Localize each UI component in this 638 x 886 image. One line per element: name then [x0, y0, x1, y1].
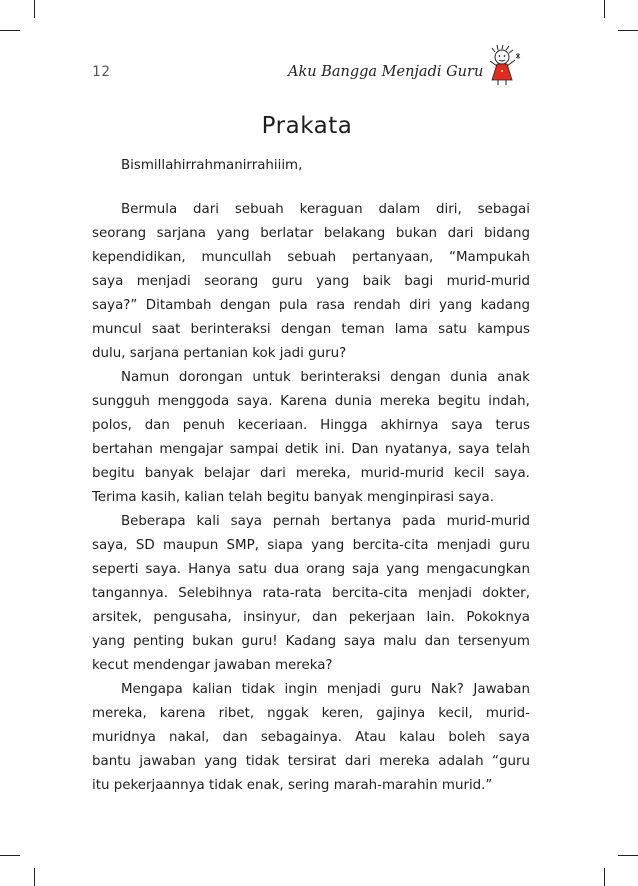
body-line: saya, SD maupun SMP, siapa yang bercita-cita menjadi guru	[92, 538, 530, 553]
crop-mark-top-left-vertical	[34, 0, 35, 18]
body-line: kependidikan, muncullah sebuah pertanyaan, “Mampukah	[92, 250, 530, 265]
crop-mark-top-right-vertical	[604, 0, 605, 18]
body-line: saya menjadi seorang guru yang baik bagi murid-murid	[92, 274, 530, 289]
body-line: arsitek, pengusaha, insinyur, dan pekerjaan lain. Pokoknya	[92, 610, 530, 625]
book-title: Aku Bangga Menjadi Guru	[288, 64, 484, 80]
body-line: Beberapa kali saya pernah bertanya pada murid-murid	[121, 514, 530, 529]
page-number: 12	[92, 64, 111, 80]
body-line: begitu banyak belajar dari mereka, murid-murid kecil saya.	[92, 466, 530, 481]
body-line: saya?” Ditambah dengan pula rasa rendah diri yang kadang	[92, 298, 530, 313]
body-line: polos, dan penuh keceriaan. Hingga akhirnya saya terus	[92, 418, 530, 433]
body-line: muridnya nakal, dan sebagainya. Atau kalau boleh saya	[92, 730, 530, 745]
crop-mark-bottom-right-vertical	[604, 868, 605, 886]
body-line: seorang sarjana yang berlatar belakang bukan dari bidang	[92, 226, 530, 241]
body-line: itu pekerjaannya tidak enak, sering marah-marahin murid.”	[92, 778, 493, 793]
girl-teacher-doodle-icon	[484, 44, 524, 86]
body-line: bantu jawaban yang tidak tersirat dari mereka adalah “guru	[92, 754, 530, 769]
body-line: yang penting bukan guru! Kadang saya malu dan tersenyum	[92, 634, 530, 649]
body-line: tangannya. Selebihnya rata-rata bercita-cita menjadi dokter,	[92, 586, 530, 601]
crop-mark-top-right-horizontal	[618, 30, 638, 31]
body-line: mereka, karena ribet, nggak keren, gajinya kecil, murid-	[92, 706, 530, 721]
chapter-heading: Prakata	[261, 113, 353, 139]
body-line: Terima kasih, kalian telah begitu banyak menginpirasi saya.	[92, 490, 494, 505]
crop-mark-bottom-left-horizontal	[0, 855, 20, 856]
crop-mark-top-left-horizontal	[0, 30, 20, 31]
body-line: Bismillahirrahmanirrahiiim,	[121, 158, 303, 173]
body-line: bertahan mengajar sampai detik ini. Dan nyatanya, saya telah	[92, 442, 530, 457]
crop-mark-bottom-right-horizontal	[618, 855, 638, 856]
body-line: kecut mendengar jawaban mereka?	[92, 658, 333, 673]
body-line: dulu, sarjana pertanian kok jadi guru?	[92, 346, 347, 361]
body-line: muncul saat berinteraksi dengan teman lama satu kampus	[92, 322, 530, 337]
body-line: seperti saya. Hanya satu dua orang saja yang mengacungkan	[92, 562, 530, 577]
body-line: Namun dorongan untuk berinteraksi dengan dunia anak	[121, 370, 530, 385]
body-line: Bermula dari sebuah keraguan dalam diri, sebagai	[121, 202, 530, 217]
body-line: sungguh menggoda saya. Karena dunia mereka begitu indah,	[92, 394, 530, 409]
crop-mark-bottom-left-vertical	[34, 868, 35, 886]
body-line: Mengapa kalian tidak ingin menjadi guru Nak? Jawaban	[121, 682, 530, 697]
